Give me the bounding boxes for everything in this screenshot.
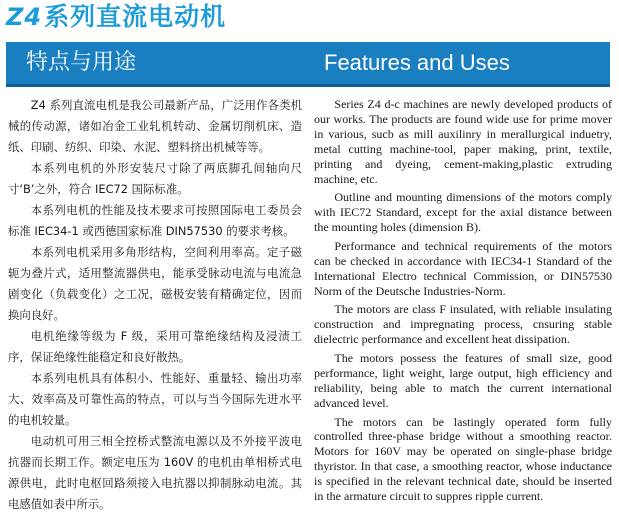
banner-title-english: Features and Uses bbox=[324, 50, 510, 75]
page-title bbox=[6, 0, 226, 34]
section-banner bbox=[6, 42, 610, 84]
series-title: 系列直流电动机 bbox=[44, 2, 227, 31]
cn-paragraph-standards: 本系列电机的性能及技术要求可按照国际电工委员会标准 IEC34-1 或西德国家标准 DIN57530 的要求考核。 bbox=[8, 203, 302, 238]
en-paragraph-insulation: The motors are class F insulated, with reliable insulating construction and impregnating process, cnsuring stable dielectric performance and excellent heat dissipation. bbox=[314, 302, 612, 347]
cn-paragraph-structure: 本系列电机采用多角形结构，空间利用率高。定子磁轭为叠片式，适用整流器供电，能承受脉动电流与电流急剧变化（负载变化）之工况，磁极安装有精确定位，因而换向良好。 bbox=[8, 245, 302, 322]
cn-paragraph-features: 本系列电机具有体积小、性能好、重量轻、输出功率大、效率高及可靠性高的特点，可以与当今国际先进水平的电机较量。 bbox=[8, 371, 302, 427]
en-paragraph-dimensions: Outline and mounting dimensions of the motors comply with IEC72 Standard, except for the axial distance between the mounting holes (dimension B). bbox=[314, 190, 612, 235]
en-paragraph-standards: Performance and technical requirements of the motors can be checked in accordance with IEC34-1 Standard of the International Electro technical Commission, or DIN57530 Norm of the Deutsche Industries-Norm. bbox=[314, 238, 612, 298]
cn-paragraph-dimensions: 本系列电机的外形安装尺寸除了两底脚孔间轴向尺寸‘B’之外，符合 IEC72 国际标准。 bbox=[8, 161, 302, 196]
en-paragraph-intro: Series Z4 d-c machines are newly developed products of our works. The products are found wide use for prime mover in various, sucb as mill auxilinry in merallurgical induetry, metal cutting machine-tool, paper making, print, textile, printing and dyeing, cement-making,plastic extruding machine, etc. bbox=[314, 97, 612, 186]
cn-paragraph-insulation: 电机绝缘等级为 F 级，采用可靠绝缘结构及浸渍工序，保证绝缘性能稳定和良好散热。 bbox=[8, 329, 302, 364]
cn-paragraph-intro: Z4 系列直流电机是我公司最新产品，广泛用作各类机械的传动源，诸如冶金工业轧机转动、金属切削机床、造纸、印刷、纺织、印染、水泥、塑料挤出机械等等。 bbox=[8, 98, 302, 154]
chinese-description-column bbox=[8, 95, 302, 515]
banner-title-chinese: 特点与用途 bbox=[26, 50, 137, 75]
en-paragraph-power-supply: The motors can be lastingly operated form fully controlled three-phase bridge without a smoothing reactor. Motors for 160V may be operated on single-phase bridge thyristor. In that case, a smoothing reactor, whose inductance is specified in the relevant technical date, should be inserted in the armature circuit to suppres ripple current. bbox=[314, 414, 612, 504]
en-paragraph-features: The motors possess the features of small size, good performance, light weight, large output, high efficiency and reliability, being able to match the current international advanced level. bbox=[314, 351, 612, 410]
english-description-column bbox=[314, 97, 612, 508]
model-name: Z4 bbox=[6, 3, 43, 31]
cn-paragraph-power-supply: 电动机可用三相全控桥式整流电源以及不外接平波电抗器而长期工作。额定电压为 160V 的电机由单相桥式电源供电，此时电枢回路须接入电抗器以抑制脉动电流。其电感值如表中所示。 bbox=[8, 434, 302, 511]
